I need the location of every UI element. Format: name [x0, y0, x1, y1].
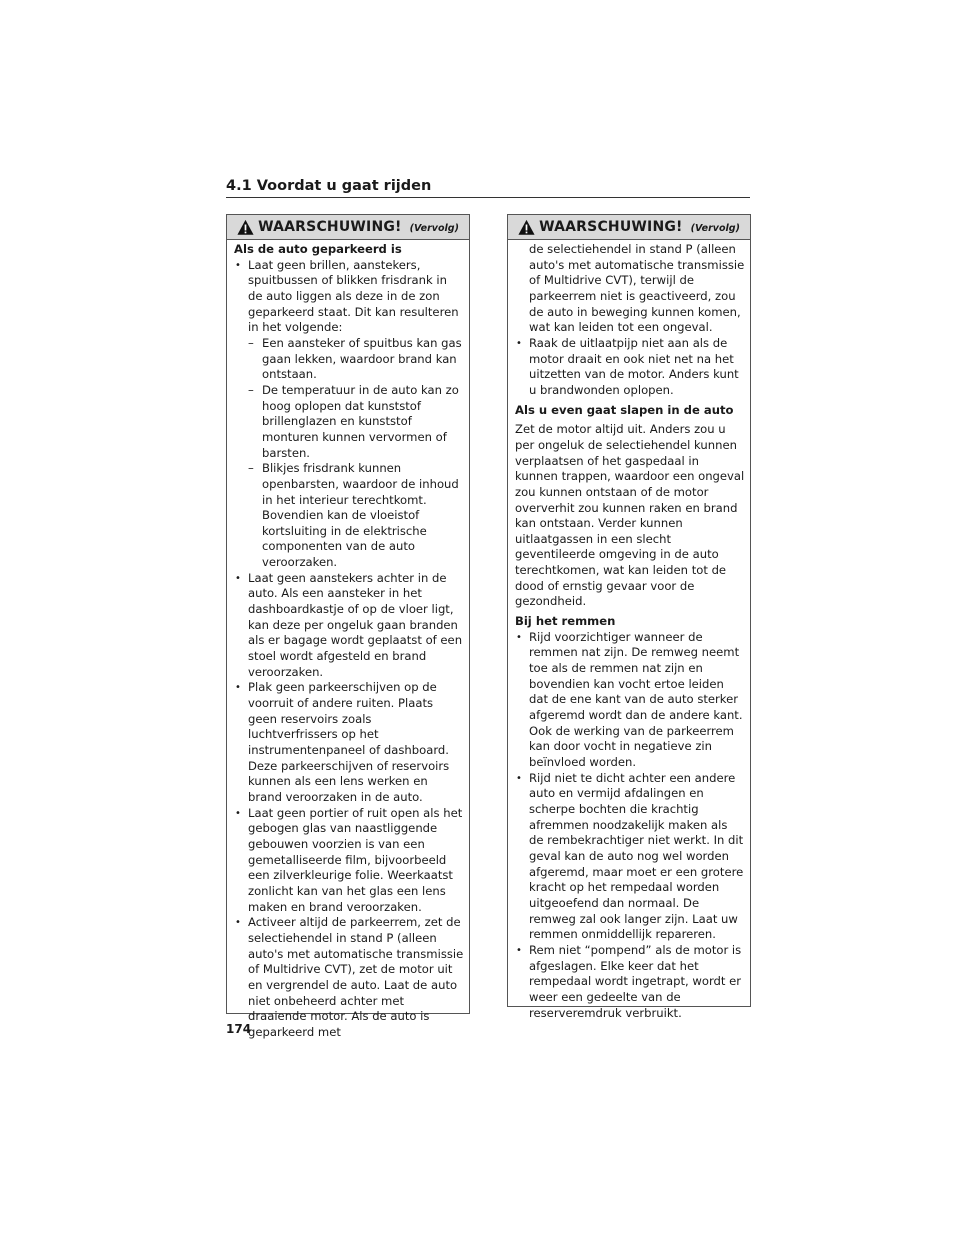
continued-text: de selectiehendel in stand P (alleen auto's met automatische transmissie of Multidrive CVT), terwijl de parkeerrem niet is geactiveerd, zou de auto in beweging kunnen komen, wat kan leiden tot een ongeval.	[529, 242, 745, 335]
warning-triangle-icon	[237, 219, 254, 236]
heading-sleeping: Als u even gaat slapen in de auto	[515, 402, 734, 417]
warning-triangle-icon	[518, 219, 535, 236]
heading-braking: Bij het remmen	[515, 614, 616, 629]
warning-header	[508, 215, 750, 240]
paragraph: Zet de motor altijd uit. Anders zou u per ongeluk de selectiehendel kunnen verplaatsen of het gaspedaal in kunnen trappen, waardoor een ongeval zou kunnen ontstaan of de motor oververhit zou kunnen raken en brand kan ontstaan. Verder kunnen uitlaatgassen in een slecht geventileerde omgeving in de auto terechtkomen, wat kan leiden tot de dood of ernstig gevaar voor de gezondheid.	[515, 422, 745, 609]
section-title: 4.1 Voordat u gaat rijden	[226, 178, 750, 198]
dash-item: – De temperatuur in de auto kan zo hoog oplopen dat kunststof brillenglazen en kunststof monturen kunnen vervormen of barsten.	[248, 383, 464, 461]
bullet-list	[234, 258, 464, 1041]
warning-title: WAARSCHUWING!	[539, 219, 683, 235]
dash-item: – Een aansteker of spuitbus kan gas gaan lekken, waardoor brand kan ontstaan.	[248, 336, 464, 383]
list-item: • Plak geen parkeerschijven op de voorruit of andere ruiten. Plaats geen reservoirs zoals luchtverfrissers op het instrumentenpaneel of dashboard. Deze parkeerschijven of reservoirs kunnen als een lens werken en brand veroorzaken in de auto.	[234, 680, 464, 805]
dash-item: – Blikjes frisdrank kunnen openbarsten, waardoor de inhoud in het interieur terechtkomt. Bovendien kan de vloeistof kortsluiting in de elektrische componenten van de auto veroorzaken.	[248, 461, 464, 571]
list-item	[234, 258, 464, 571]
page-number: 174	[226, 1022, 252, 1036]
heading-parked: Als de auto geparkeerd is	[234, 242, 402, 256]
warning-continued: (Vervolg)	[690, 223, 740, 234]
warning-body	[508, 240, 750, 1021]
list-item: • Raak de uitlaatpijp niet aan als de motor draait en ook niet net na het uitzetten van de motor. Anders kunt u brandwonden oplopen.	[515, 336, 745, 399]
dash-list	[248, 336, 464, 571]
list-item: • Activeer altijd de parkeerrem, zet de selectiehendel in stand P (alleen auto's met automatische transmissie of Multidrive CVT), zet de motor uit en vergrendel de auto. Laat de auto niet onbeheerd achter met draaiende motor. Als de auto is geparkeerd met	[234, 915, 464, 1040]
bullet-list	[515, 336, 745, 399]
warning-continued: (Vervolg)	[409, 223, 459, 234]
warning-title: WAARSCHUWING!	[258, 219, 402, 235]
warning-body	[227, 240, 469, 1040]
warning-header	[227, 215, 469, 240]
list-item: • Laat geen aanstekers achter in de auto. Als een aansteker in het dashboardkastje of op de vloer ligt, kan deze per ongeluk gaan branden als er bagage wordt geplaatst of een stoel wordt afgesteld en brand veroorzaken.	[234, 571, 464, 681]
list-item: • Laat geen portier of ruit open als het gebogen glas van naastliggende gebouwen voorzien is van een gemetalliseerde film, bijvoorbeeld een zilverkleurige folie. Weerkaatst zonlicht kan van het glas een lens maken en brand veroorzaken.	[234, 806, 464, 916]
bullet-list	[515, 630, 745, 1021]
warning-box-right	[507, 214, 751, 1020]
bullet-text: Laat geen brillen, aanstekers, spuitbussen of blikken frisdrank in de auto liggen als deze in de zon geparkeerd staat. Dit kan resulteren in het volgende:	[248, 257, 459, 335]
list-item: • Rem niet “pompend” als de motor is afgeslagen. Elke keer dat het rempedaal wordt ingetrapt, wordt er weer een gedeelte van de reserveremdruk verbruikt.	[515, 943, 745, 1021]
list-item: • Rijd niet te dicht achter een andere auto en vermijd afdalingen en scherpe bochten die krachtig afremmen noodzakelijk maken als de rembekrachtiger niet werkt. In dit geval kan de auto nog wel worden afgeremd, maar moet er een grotere kracht op het rempedaal worden uitgeoefend dan normaal. De remweg zal ook langer zijn. Laat uw remmen onmiddellijk repareren.	[515, 771, 745, 943]
list-item: • Rijd voorzichtiger wanneer de remmen nat zijn. De remweg neemt toe als de remmen nat zijn en bovendien kan vocht ertoe leiden dat de ene kant van de auto sterker afgeremd wordt dan de andere kant. Ook de werking van de parkeerrem kan door vocht in negatieve zin beïnvloed worden.	[515, 630, 745, 771]
